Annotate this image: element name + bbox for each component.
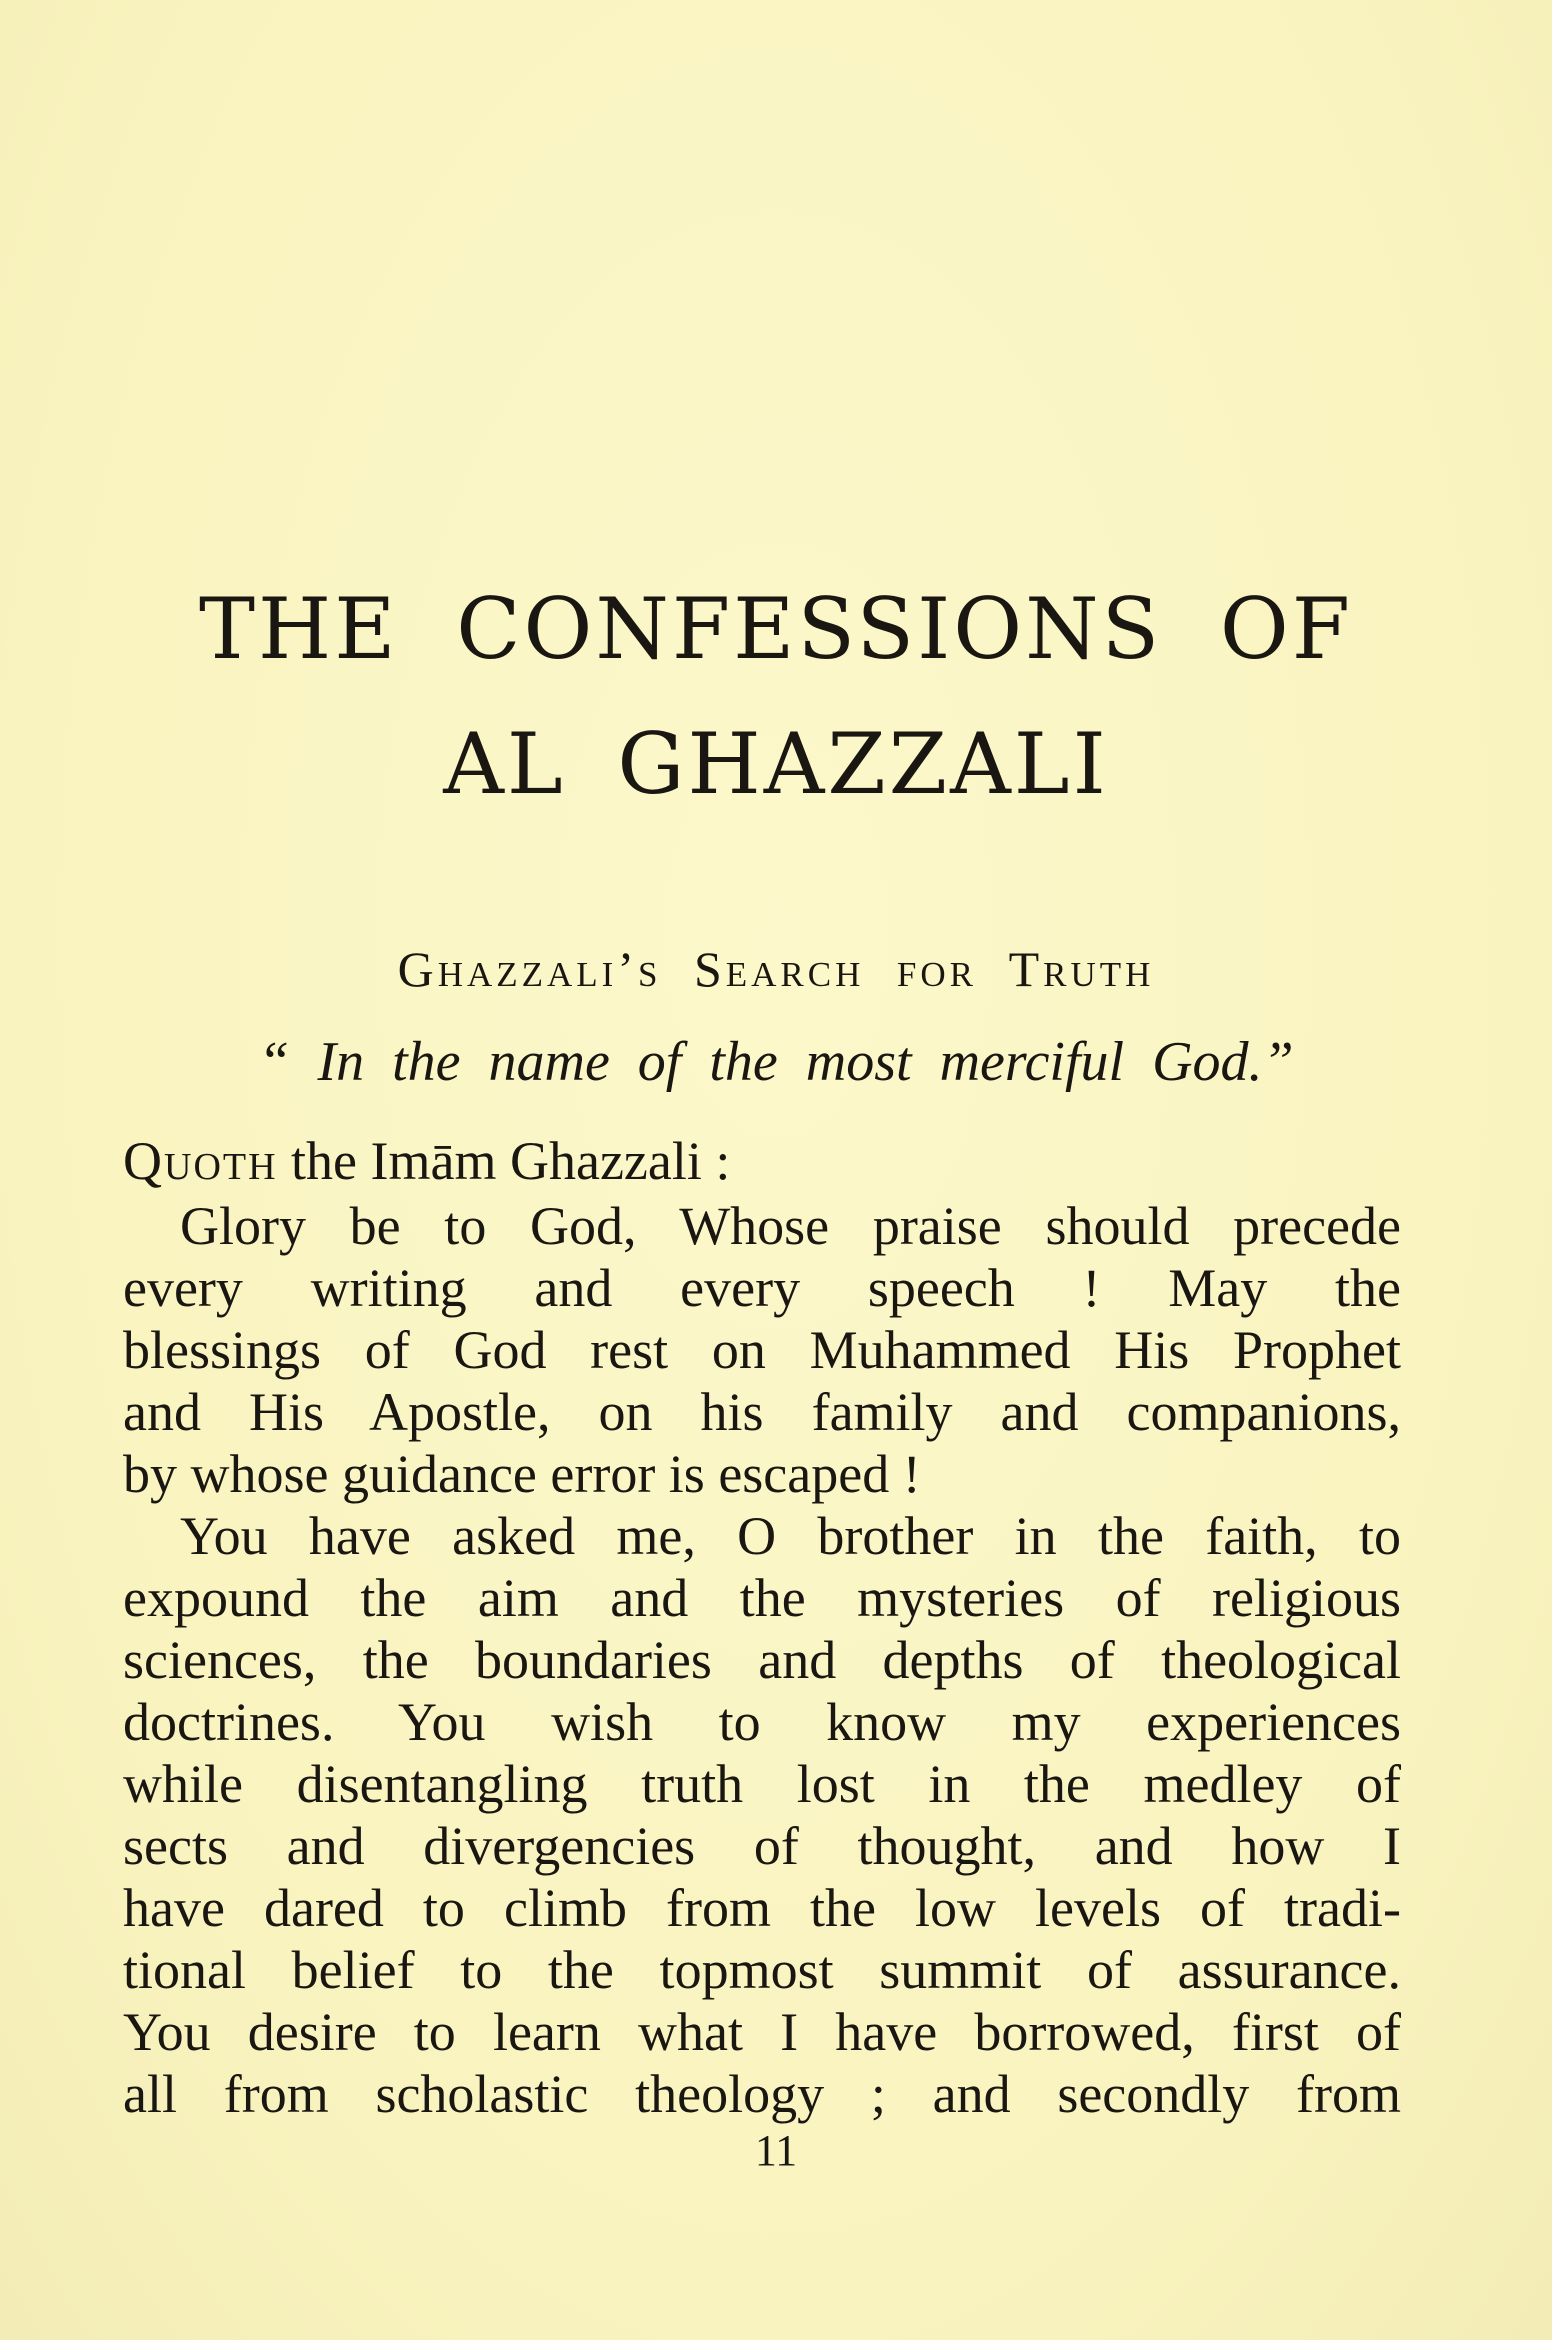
text-line: expound the aim and the mysteries of religious [123, 1568, 1401, 1628]
text-line: blessings of God rest on Muhammed His Prophet [123, 1320, 1401, 1380]
text-line: while disentangling truth lost in the medley of [123, 1754, 1401, 1814]
text-line: sects and divergencies of thought, and how I [123, 1816, 1401, 1876]
text-line: tional belief to the topmost summit of assurance. [123, 1940, 1401, 2000]
text-line: by whose guidance error is escaped ! [123, 1444, 921, 1504]
text-line: doctrines. You wish to know my experiences [123, 1692, 1401, 1752]
text-line: all from scholastic theology ; and secondly from [123, 2064, 1401, 2124]
opening-word: Quoth [123, 1131, 278, 1191]
text-line: Glory be to God, Whose praise should precede [180, 1196, 1401, 1256]
chapter-title-line-1: THE CONFESSIONS OF [198, 580, 1354, 678]
page-number: 11 [754, 2126, 798, 2175]
section-heading: Ghazzali’s Search for Truth [397, 941, 1155, 997]
text-line: You desire to learn what I have borrowed, first of [123, 2002, 1401, 2062]
text-line: You have asked me, O brother in the faith, to [180, 1506, 1401, 1566]
opening-line [123, 1130, 730, 1192]
text-line: every writing and every speech ! May the [123, 1258, 1401, 1318]
text-line: have dared to climb from the low levels of tradi- [123, 1878, 1401, 1938]
text-line: and His Apostle, on his family and companions, [123, 1382, 1401, 1442]
chapter-title-line-2: AL GHAZZALI [443, 715, 1109, 813]
epigraph: “ In the name of the most merciful God.” [258, 1031, 1294, 1093]
opening-line-rest: the Imām Ghazzali : [277, 1131, 731, 1191]
text-line: sciences, the boundaries and depths of theological [123, 1630, 1401, 1690]
